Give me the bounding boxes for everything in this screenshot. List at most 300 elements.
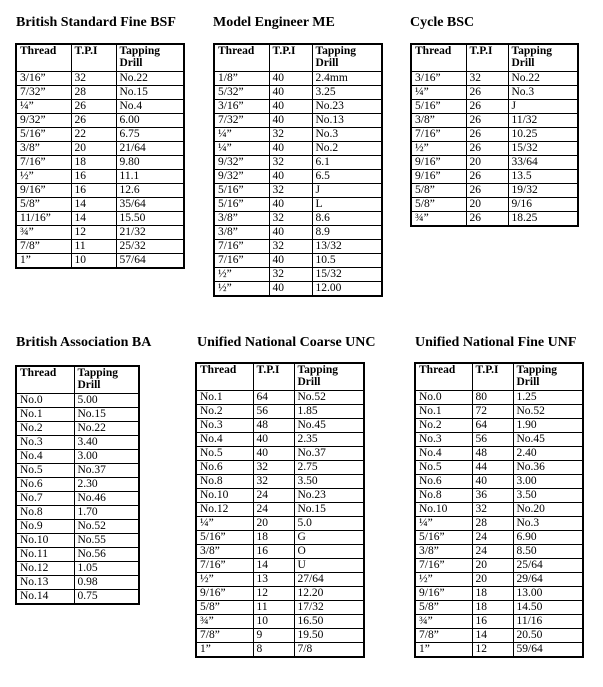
header-row xyxy=(415,363,583,391)
table-cell: 6.00 xyxy=(116,114,184,128)
table-cell: O xyxy=(294,545,364,559)
table-row xyxy=(415,391,583,405)
table-cell: 5/8” xyxy=(411,184,466,198)
table-cell: No.14 xyxy=(16,590,74,605)
table-row xyxy=(16,156,184,170)
table-cell: No.1 xyxy=(415,405,472,419)
column-header: Tapping Drill xyxy=(312,44,382,72)
table-cell: No.0 xyxy=(415,391,472,405)
table-row xyxy=(415,587,583,601)
table-cell: No.52 xyxy=(294,391,364,405)
table-cell: No.2 xyxy=(312,142,382,156)
table-cell: 8.6 xyxy=(312,212,382,226)
table-cell: 12.20 xyxy=(294,587,364,601)
table-cell: No.9 xyxy=(16,520,74,534)
table-cell: 40 xyxy=(269,86,312,100)
table-cell: 40 xyxy=(253,433,294,447)
title-unc: Unified National Coarse UNC xyxy=(197,335,376,350)
table-cell: 26 xyxy=(466,142,508,156)
table-cell: 33/64 xyxy=(508,156,578,170)
table-cell: 11 xyxy=(253,601,294,615)
table-cell: 3/8” xyxy=(214,212,269,226)
header-row xyxy=(196,363,364,391)
table-row xyxy=(214,254,382,268)
table-cell: No.3 xyxy=(16,436,74,450)
table-cell: 26 xyxy=(466,100,508,114)
table-cell: 59/64 xyxy=(513,643,583,658)
table-cell: ½” xyxy=(16,170,71,184)
table-cell: 7/8” xyxy=(415,629,472,643)
table-row xyxy=(415,447,583,461)
table-row xyxy=(196,503,364,517)
table-ba xyxy=(15,365,140,605)
table-cell: ¼” xyxy=(415,517,472,531)
table-row xyxy=(411,100,578,114)
table-cell: No.52 xyxy=(74,520,139,534)
table-row xyxy=(196,545,364,559)
table-cell: 18 xyxy=(472,601,513,615)
column-header: Thread xyxy=(415,363,472,391)
table-cell: 5.00 xyxy=(74,394,139,408)
table-cell: 16 xyxy=(253,545,294,559)
table-row xyxy=(16,142,184,156)
table-cell: ¾” xyxy=(411,212,466,227)
table-row xyxy=(16,450,139,464)
table-row xyxy=(415,559,583,573)
table-row xyxy=(214,240,382,254)
table-row xyxy=(415,475,583,489)
table-cell: 16.50 xyxy=(294,615,364,629)
table-cell: 5/16” xyxy=(214,198,269,212)
table-cell: 6.75 xyxy=(116,128,184,142)
table-cell: 2.4mm xyxy=(312,72,382,86)
table-cell: 7/16” xyxy=(196,559,253,573)
table-cell: 24 xyxy=(253,503,294,517)
header-row xyxy=(411,44,578,72)
table-row xyxy=(415,503,583,517)
table-cell: 32 xyxy=(269,240,312,254)
table-cell: 15/32 xyxy=(508,142,578,156)
table-row xyxy=(196,615,364,629)
table-row xyxy=(415,433,583,447)
table-cell: ½” xyxy=(196,573,253,587)
table-cell: 7/16” xyxy=(411,128,466,142)
table-cell: 3.00 xyxy=(74,450,139,464)
table-row xyxy=(16,114,184,128)
table-cell: 0.98 xyxy=(74,576,139,590)
table-cell: No.4 xyxy=(415,447,472,461)
table-cell: 40 xyxy=(269,254,312,268)
table-cell: No.8 xyxy=(196,475,253,489)
table-row xyxy=(214,128,382,142)
table-row xyxy=(214,212,382,226)
table-cell: 2.75 xyxy=(294,461,364,475)
table-cell: 16 xyxy=(71,184,116,198)
table-cell: No.10 xyxy=(196,489,253,503)
table-cell: ½” xyxy=(214,268,269,282)
table-cell: 2.35 xyxy=(294,433,364,447)
table-row xyxy=(411,86,578,100)
table-cell: 7/8 xyxy=(294,643,364,658)
table-cell: No.3 xyxy=(312,128,382,142)
table-row xyxy=(196,531,364,545)
table-cell: 9/32” xyxy=(214,170,269,184)
table-cell: 56 xyxy=(472,433,513,447)
table-cell: 3/8” xyxy=(415,545,472,559)
table-row xyxy=(196,517,364,531)
table-row xyxy=(415,629,583,643)
column-header: Tapping Drill xyxy=(116,44,184,72)
table-cell: No.4 xyxy=(196,433,253,447)
table-cell: 2.40 xyxy=(513,447,583,461)
table-row xyxy=(16,198,184,212)
table-cell: 13.5 xyxy=(508,170,578,184)
table-cell: 32 xyxy=(269,212,312,226)
table-row xyxy=(196,629,364,643)
table-cell: 1.70 xyxy=(74,506,139,520)
table-row xyxy=(411,184,578,198)
table-cell: 6.1 xyxy=(312,156,382,170)
table-cell: 40 xyxy=(269,226,312,240)
header-row xyxy=(16,44,184,72)
table-cell: 32 xyxy=(269,156,312,170)
table-cell: 25/32 xyxy=(116,240,184,254)
table-cell: 1/8” xyxy=(214,72,269,86)
table-cell: No.8 xyxy=(415,489,472,503)
table-row xyxy=(196,643,364,658)
table-cell: 3.50 xyxy=(294,475,364,489)
table-cell: 6.90 xyxy=(513,531,583,545)
table-cell: U xyxy=(294,559,364,573)
title-ba: British Association BA xyxy=(16,335,152,350)
table-cell: ¼” xyxy=(411,86,466,100)
table-cell: ¼” xyxy=(214,142,269,156)
table-cell: J xyxy=(508,100,578,114)
table-cell: No.4 xyxy=(16,450,74,464)
table-cell: 5/16” xyxy=(214,184,269,198)
table-row xyxy=(16,534,139,548)
table-cell: 1.85 xyxy=(294,405,364,419)
table-row xyxy=(16,492,139,506)
table-cell: No.7 xyxy=(16,492,74,506)
table-row xyxy=(415,573,583,587)
table-row xyxy=(214,170,382,184)
table-row xyxy=(214,282,382,297)
title-bsc: Cycle BSC xyxy=(410,15,475,30)
table-cell: J xyxy=(312,184,382,198)
table-cell: No.23 xyxy=(294,489,364,503)
table-cell: 32 xyxy=(253,475,294,489)
table-cell: 19.50 xyxy=(294,629,364,643)
table-cell: ¾” xyxy=(16,226,71,240)
table-cell: 29/64 xyxy=(513,573,583,587)
table-unc xyxy=(195,362,365,658)
table-cell: 3/16” xyxy=(214,100,269,114)
table-cell: 7/16” xyxy=(214,254,269,268)
table-cell: ¼” xyxy=(214,128,269,142)
table-cell: 25/64 xyxy=(513,559,583,573)
table-cell: No.52 xyxy=(513,405,583,419)
table-cell: 9/16” xyxy=(196,587,253,601)
table-cell: 48 xyxy=(472,447,513,461)
table-row xyxy=(196,461,364,475)
table-cell: No.6 xyxy=(196,461,253,475)
table-cell: No.3 xyxy=(508,86,578,100)
table-cell: 40 xyxy=(269,114,312,128)
table-cell: 22 xyxy=(71,128,116,142)
table-cell: 20.50 xyxy=(513,629,583,643)
table-cell: 5.0 xyxy=(294,517,364,531)
table-row xyxy=(196,489,364,503)
table-cell: 8.50 xyxy=(513,545,583,559)
table-cell: 9/16 xyxy=(508,198,578,212)
table-row xyxy=(415,615,583,629)
column-header: T.P.I xyxy=(253,363,294,391)
table-cell: 10 xyxy=(71,254,116,269)
table-cell: No.8 xyxy=(16,506,74,520)
column-header: Tapping Drill xyxy=(508,44,578,72)
table-cell: 36 xyxy=(472,489,513,503)
table-cell: 16 xyxy=(71,170,116,184)
header-row xyxy=(16,366,139,394)
table-cell: No.11 xyxy=(16,548,74,562)
table-cell: No.45 xyxy=(294,419,364,433)
table-cell: 14 xyxy=(253,559,294,573)
table-cell: 40 xyxy=(253,447,294,461)
table-cell: No.3 xyxy=(513,517,583,531)
table-row xyxy=(415,601,583,615)
table-row xyxy=(196,447,364,461)
table-cell: 26 xyxy=(466,128,508,142)
table-cell: 48 xyxy=(253,419,294,433)
table-row xyxy=(411,72,578,86)
table-row xyxy=(16,170,184,184)
column-header: T.P.I xyxy=(269,44,312,72)
table-cell: ¼” xyxy=(16,100,71,114)
table-cell: 14.50 xyxy=(513,601,583,615)
table-row xyxy=(16,72,184,86)
table-row xyxy=(16,226,184,240)
table-cell: No.46 xyxy=(74,492,139,506)
table-cell: 9/16” xyxy=(16,184,71,198)
column-header: Tapping Drill xyxy=(294,363,364,391)
table-cell: 5/8” xyxy=(196,601,253,615)
table-row xyxy=(214,72,382,86)
table-cell: 12 xyxy=(71,226,116,240)
table-cell: 5/8” xyxy=(411,198,466,212)
header-row xyxy=(214,44,382,72)
table-cell: 16 xyxy=(472,615,513,629)
table-cell: 27/64 xyxy=(294,573,364,587)
table-row xyxy=(415,489,583,503)
column-header: T.P.I xyxy=(71,44,116,72)
table-row xyxy=(411,212,578,227)
table-cell: 8.9 xyxy=(312,226,382,240)
table-cell: ½” xyxy=(214,282,269,297)
table-row xyxy=(16,562,139,576)
table-row xyxy=(16,86,184,100)
table-cell: 24 xyxy=(472,531,513,545)
table-cell: No.2 xyxy=(196,405,253,419)
table-cell: 3.25 xyxy=(312,86,382,100)
table-cell: 26 xyxy=(466,86,508,100)
table-cell: 20 xyxy=(472,559,513,573)
table-cell: 19/32 xyxy=(508,184,578,198)
table-cell: 18 xyxy=(253,531,294,545)
table-cell: 12 xyxy=(472,643,513,658)
table-cell: 7/32” xyxy=(214,114,269,128)
table-row xyxy=(16,520,139,534)
table-row xyxy=(214,198,382,212)
table-cell: No.56 xyxy=(74,548,139,562)
table-cell: 9/16” xyxy=(411,156,466,170)
table-row xyxy=(16,408,139,422)
table-cell: 1.05 xyxy=(74,562,139,576)
table-row xyxy=(214,226,382,240)
table-cell: 40 xyxy=(269,198,312,212)
table-cell: No.22 xyxy=(74,422,139,436)
table-row xyxy=(196,433,364,447)
table-cell: No.10 xyxy=(16,534,74,548)
table-cell: 40 xyxy=(269,72,312,86)
table-cell: 3.40 xyxy=(74,436,139,450)
column-header: Tapping Drill xyxy=(513,363,583,391)
table-cell: No.12 xyxy=(16,562,74,576)
table-cell: ¼” xyxy=(196,517,253,531)
table-cell: 13/32 xyxy=(312,240,382,254)
table-cell: No.37 xyxy=(294,447,364,461)
table-cell: 20 xyxy=(466,198,508,212)
table-cell: ¾” xyxy=(196,615,253,629)
table-cell: No.5 xyxy=(196,447,253,461)
table-cell: 11/16 xyxy=(513,615,583,629)
table-cell: 40 xyxy=(269,142,312,156)
table-cell: 40 xyxy=(472,475,513,489)
table-cell: 14 xyxy=(71,198,116,212)
table-cell: No.45 xyxy=(513,433,583,447)
table-cell: 40 xyxy=(269,282,312,297)
table-row xyxy=(16,422,139,436)
table-cell: 20 xyxy=(71,142,116,156)
table-cell: ¾” xyxy=(415,615,472,629)
table-cell: 13.00 xyxy=(513,587,583,601)
table-row xyxy=(16,506,139,520)
table-row xyxy=(16,184,184,198)
table-cell: 26 xyxy=(71,100,116,114)
table-cell: No.13 xyxy=(16,576,74,590)
table-cell: 35/64 xyxy=(116,198,184,212)
table-cell: No.37 xyxy=(74,464,139,478)
table-cell: No.20 xyxy=(513,503,583,517)
table-cell: 28 xyxy=(71,86,116,100)
table-cell: 26 xyxy=(466,212,508,227)
table-row xyxy=(415,419,583,433)
table-cell: 26 xyxy=(71,114,116,128)
column-header: Thread xyxy=(196,363,253,391)
table-cell: 32 xyxy=(269,184,312,198)
column-header: T.P.I xyxy=(472,363,513,391)
column-header: Tapping Drill xyxy=(74,366,139,394)
table-cell: 5/16” xyxy=(196,531,253,545)
table-cell: ½” xyxy=(411,142,466,156)
table-cell: No.22 xyxy=(116,72,184,86)
table-cell: 18.25 xyxy=(508,212,578,227)
table-cell: 3/8” xyxy=(214,226,269,240)
table-cell: 9.80 xyxy=(116,156,184,170)
table-cell: 11 xyxy=(71,240,116,254)
table-cell: 72 xyxy=(472,405,513,419)
table-row xyxy=(411,142,578,156)
table-row xyxy=(214,142,382,156)
table-cell: 21/32 xyxy=(116,226,184,240)
table-cell: 15.50 xyxy=(116,212,184,226)
table-cell: 5/16” xyxy=(415,531,472,545)
table-cell: 9 xyxy=(253,629,294,643)
table-row xyxy=(196,573,364,587)
table-cell: No.55 xyxy=(74,534,139,548)
table-cell: 32 xyxy=(269,128,312,142)
table-row xyxy=(214,268,382,282)
table-cell: 26 xyxy=(466,170,508,184)
table-cell: 11.1 xyxy=(116,170,184,184)
table-cell: No.0 xyxy=(16,394,74,408)
table-cell: 40 xyxy=(269,170,312,184)
table-row xyxy=(16,254,184,269)
table-cell: 11/32 xyxy=(508,114,578,128)
table-cell: No.23 xyxy=(312,100,382,114)
table-cell: 20 xyxy=(253,517,294,531)
table-cell: 12 xyxy=(253,587,294,601)
table-cell: 3/16” xyxy=(16,72,71,86)
table-cell: No.36 xyxy=(513,461,583,475)
table-cell: 3/8” xyxy=(411,114,466,128)
table-row xyxy=(214,184,382,198)
table-cell: 5/16” xyxy=(16,128,71,142)
table-row xyxy=(415,545,583,559)
table-cell: No.13 xyxy=(312,114,382,128)
table-cell: 12.6 xyxy=(116,184,184,198)
table-cell: 13 xyxy=(253,573,294,587)
table-cell: No.1 xyxy=(16,408,74,422)
table-cell: No.10 xyxy=(415,503,472,517)
table-cell: No.5 xyxy=(415,461,472,475)
table-cell: 12.00 xyxy=(312,282,382,297)
table-cell: 10 xyxy=(253,615,294,629)
table-row xyxy=(411,198,578,212)
table-cell: 3/8” xyxy=(196,545,253,559)
table-cell: 9/16” xyxy=(415,587,472,601)
table-cell: 24 xyxy=(253,489,294,503)
table-row xyxy=(415,461,583,475)
table-row xyxy=(214,114,382,128)
table-cell: 21/64 xyxy=(116,142,184,156)
table-cell: 10.5 xyxy=(312,254,382,268)
table-cell: No.15 xyxy=(294,503,364,517)
table-cell: 7/32” xyxy=(16,86,71,100)
table-cell: 26 xyxy=(466,184,508,198)
table-cell: 7/8” xyxy=(196,629,253,643)
table-row xyxy=(196,391,364,405)
table-cell: 64 xyxy=(472,419,513,433)
column-header: T.P.I xyxy=(466,44,508,72)
table-cell: 44 xyxy=(472,461,513,475)
table-cell: 24 xyxy=(472,545,513,559)
table-unf xyxy=(414,362,584,658)
table-cell: 7/16” xyxy=(16,156,71,170)
table-cell: 5/16” xyxy=(411,100,466,114)
column-header: Thread xyxy=(16,366,74,394)
table-cell: No.6 xyxy=(415,475,472,489)
